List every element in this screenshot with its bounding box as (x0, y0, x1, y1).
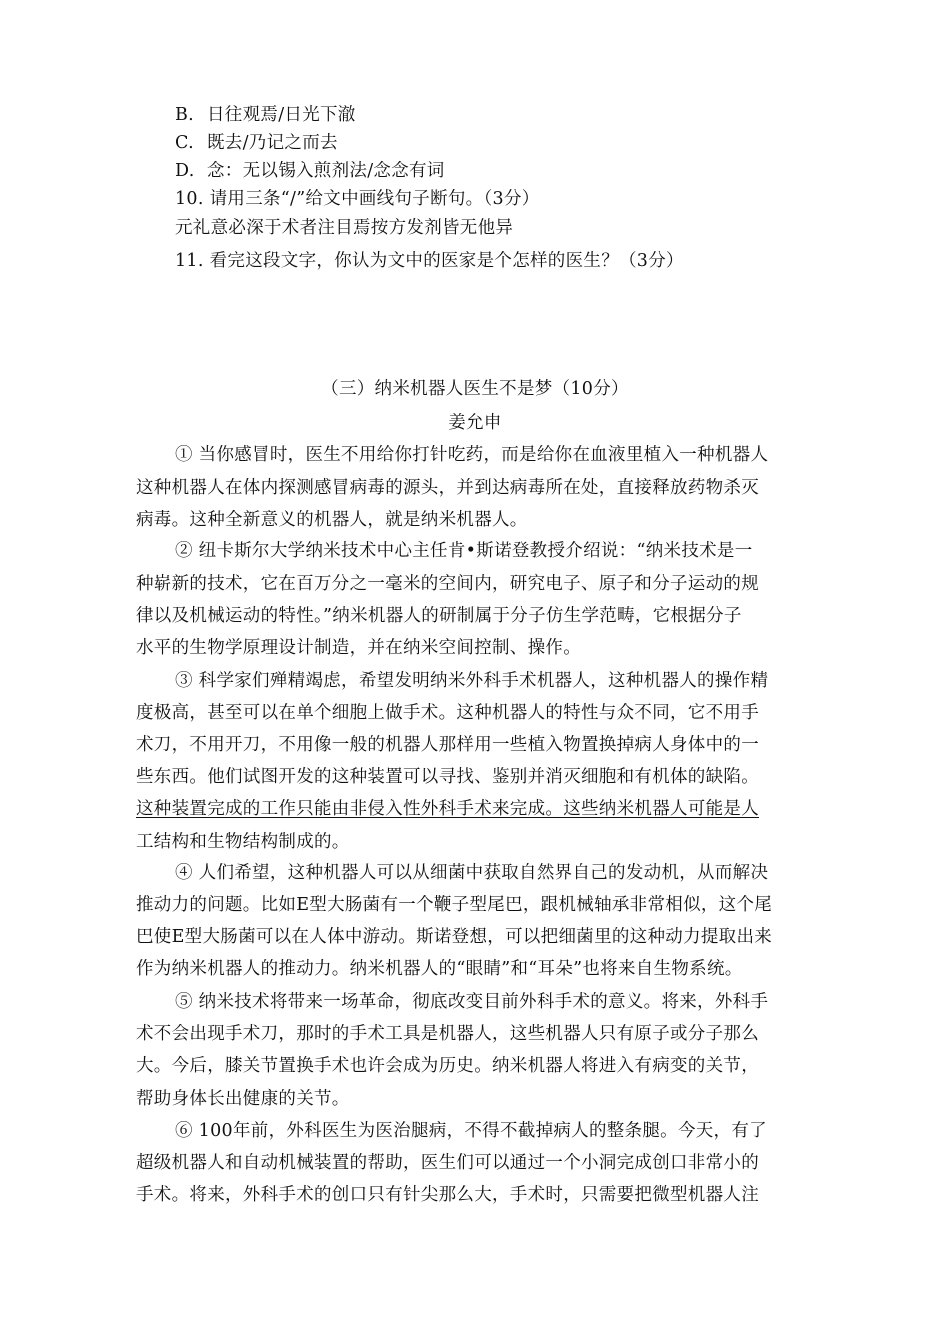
option-d (175, 160, 445, 182)
p4-line-2: 推动力的问题。比如E型大肠菌有一个鞭子型尾巴，跟机械轴承非常相似，这个尾 (136, 895, 773, 915)
p3-line-4: 些东西。他们试图开发的这种装置可以寻找、鉴别并消灭细胞和有机体的缺陷。 (136, 767, 759, 787)
p2-line-3: 律以及机械运动的特性。”纳米机器人的研制属于分子仿生学范畴，它根据分子 (136, 606, 742, 626)
p5-line-3: 大。今后，膝关节置换手术也许会成为历史。纳米机器人将进入有病变的关节， (136, 1056, 759, 1076)
p5-line-1: ⑤ 纳米技术将带来一场革命，彻底改变目前外科手术的意义。将来，外科手 (175, 992, 769, 1012)
p3-line-3: 术刀，不用开刀，不用像一般的机器人那样用一些植入物置换掉病人身体中的一 (136, 735, 759, 755)
p3-line-6: 工结构和生物结构制成的。 (136, 832, 350, 852)
option-c-letter: C. (175, 133, 194, 153)
option-b-text: 日往观焉/日光下澈 (207, 105, 356, 125)
question-11: 11. 看完这段文字，你认为文中的医家是个怎样的医生？（3分） (175, 251, 684, 271)
p1-line-1: ① 当你感冒时，医生不用给你打针吃药，而是给你在血液里植入一种机器人 (175, 445, 769, 465)
p3-line-2: 度极高，甚至可以在单个细胞上做手术。这种机器人的特性与众不同，它不用手 (136, 703, 759, 723)
p6-line-3: 手术。将来，外科手术的创口只有针尖那么大，手术时，只需要把微型机器人注 (136, 1185, 759, 1205)
option-c (175, 132, 338, 154)
option-c-text: 既去/乃记之而去 (207, 133, 338, 153)
p2-line-2: 种崭新的技术，它在百万分之一毫米的空间内，研究电子、原子和分子运动的规 (136, 574, 759, 594)
option-d-text: 念：无以锡入煎剂法/念念有词 (207, 161, 445, 181)
p4-line-3: 巴使E型大肠菌可以在人体中游动。斯诺登想，可以把细菌里的这种动力提取出来 (136, 927, 773, 947)
question-10-sentence: 元礼意必深于术者注目焉按方发剂皆无他异 (175, 218, 514, 238)
p6-line-1: ⑥ 100年前，外科医生为医治腿病，不得不截掉病人的整条腿。今天，有了 (175, 1121, 767, 1141)
p3-underlined-sentence: 这种装置完成的工作只能由非侵入性外科手术来完成。这些纳米机器人可能是人 (136, 799, 759, 819)
p1-line-3: 病毒。这种全新意义的机器人，就是纳米机器人。 (136, 510, 528, 530)
option-d-letter: D. (175, 161, 195, 181)
option-b-letter: B. (175, 105, 195, 125)
p2-line-1: ② 纽卡斯尔大学纳米技术中心主任肯•斯诺登教授介绍说：“纳米技术是一 (175, 541, 753, 561)
article-author: 姜允申 (448, 413, 502, 433)
p6-line-2: 超级机器人和自动机械装置的帮助，医生们可以通过一个小洞完成创口非常小的 (136, 1153, 759, 1173)
question-10: 10. 请用三条“/”给文中画线句子断句。（3分） (175, 189, 540, 209)
option-b (175, 104, 356, 126)
p5-line-2: 术不会出现手术刀，那时的手术工具是机器人，这些机器人只有原子或分子那么 (136, 1024, 759, 1044)
p3-line-1: ③ 科学家们殚精竭虑，希望发明纳米外科手术机器人，这种机器人的操作精 (175, 671, 769, 691)
p4-line-1: ④ 人们希望，这种机器人可以从细菌中获取自然界自己的发动机，从而解决 (175, 863, 769, 883)
p5-line-4: 帮助身体长出健康的关节。 (136, 1089, 350, 1109)
p4-line-4: 作为纳米机器人的推动力。纳米机器人的“眼睛”和“耳朵”也将来自生物系统。 (136, 959, 743, 979)
p2-line-4: 水平的生物学原理设计制造，并在纳米空间控制、操作。 (136, 638, 581, 658)
p1-line-2: 这种机器人在体内探测感冒病毒的源头，并到达病毒所在处，直接释放药物杀灭 (136, 478, 759, 498)
article-title: （三）纳米机器人医生不是梦（10分） (321, 379, 629, 399)
